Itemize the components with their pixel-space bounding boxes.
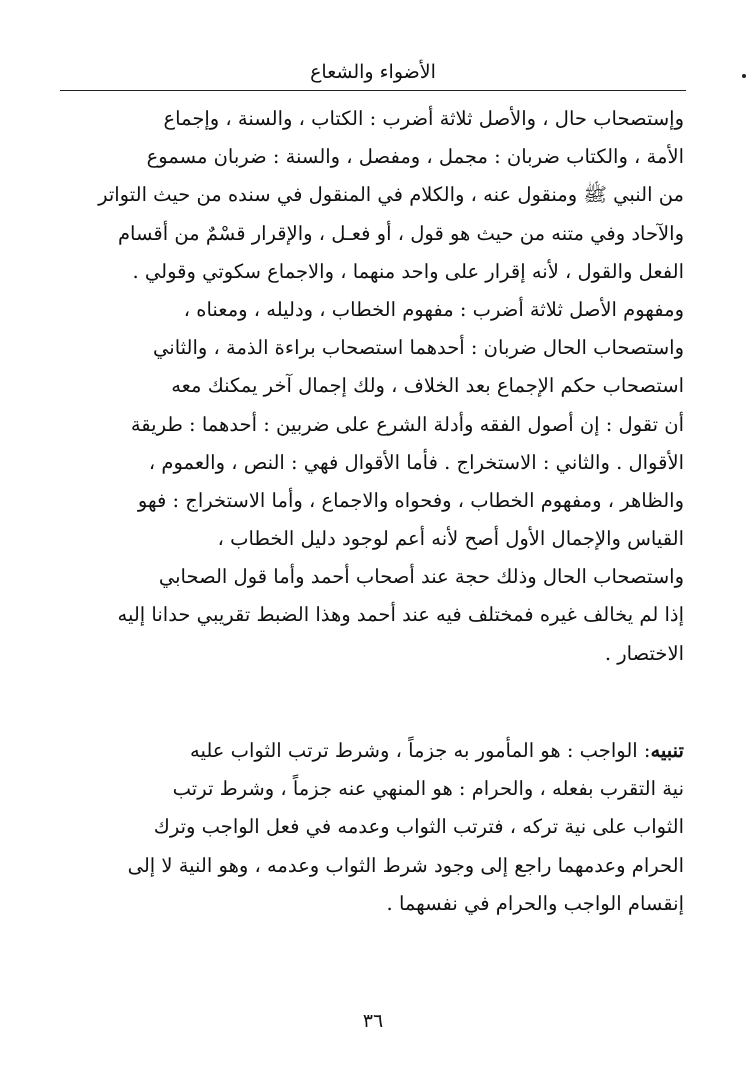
note-line: الحرام وعدمهما راجع إلى وجود شرط الثواب وعدمه ، وهو النية لا إلى bbox=[127, 853, 684, 877]
note-block bbox=[64, 732, 684, 923]
header-divider bbox=[60, 90, 686, 91]
note-text: : الواجب : هو المأمور به جزماً ، وشرط ترتب الثواب عليه bbox=[190, 739, 651, 762]
text-line: القياس والإجمال الأول أصح لأنه أعم لوجود دليل الخطاب ، bbox=[217, 527, 684, 551]
note-line: الثواب على نية تركه ، فترتب الثواب وعدمه في فعل الواجب وترك bbox=[153, 815, 684, 839]
page-number: ٣٦ bbox=[362, 1010, 384, 1032]
running-header: الأضواء والشعاع bbox=[310, 61, 436, 83]
text-line: واستصحاب الحال ضربان : أحدهما استصحاب براءة الذمة ، والثاني bbox=[153, 336, 684, 360]
note-first-line bbox=[64, 732, 684, 770]
text-line: أن تقول : إن أصول الفقه وأدلة الشرع على ضربين : أحدهما : طريقة bbox=[130, 412, 684, 436]
text-line: من النبي ﷺ ومنقول عنه ، والكلام في المنقول في سنده من حيث التواتر bbox=[98, 183, 684, 207]
margin-dot bbox=[742, 74, 746, 78]
text-line: الفعل والقول ، لأنه إقرار على واحد منهما ، والاجماع سكوتي وقولي . bbox=[132, 259, 684, 283]
text-line: واستصحاب الحال وذلك حجة عند أصحاب أحمد وأما قول الصحابي bbox=[158, 565, 684, 589]
text-line: الأمة ، والكتاب ضربان : مجمل ، ومفصل ، والسنة : ضربان مسموع bbox=[146, 145, 684, 169]
text-line: ومفهوم الأصل ثلاثة أضرب : مفهوم الخطاب ، ودليله ، ومعناه ، bbox=[183, 297, 684, 321]
note-line: إنقسام الواجب والحرام في نفسهما . bbox=[386, 891, 684, 915]
text-line: استصحاب حكم الإجماع بعد الخلاف ، ولك إجمال آخر يمكنك معه bbox=[171, 374, 684, 398]
text-line: الأقوال . والثاني : الاستخراج . فأما الأقوال فهي : النص ، والعموم ، bbox=[148, 450, 684, 474]
text-line: والآحاد وفي متنه من حيث هو قول ، أو فعـل ، والإقرار قسْمٌ من أقسام bbox=[117, 221, 684, 245]
text-line: والظاهر ، ومفهوم الخطاب ، وفحواه والاجماع ، وأما الاستخراج : فهو bbox=[137, 488, 684, 512]
main-text-block bbox=[64, 100, 684, 673]
text-line: إذا لم يخالف غيره فمختلف فيه عند أحمد وهذا الضبط تقريبي حدانا إليه bbox=[117, 603, 684, 627]
text-line: الاختصار . bbox=[604, 641, 684, 665]
note-line: نية التقرب بفعله ، والحرام : هو المنهي عنه جزماً ، وشرط ترتب bbox=[172, 777, 684, 801]
text-line: وإستصحاب حال ، والأصل ثلاثة أضرب : الكتاب ، والسنة ، وإجماع bbox=[163, 107, 684, 130]
note-label: تنبيه bbox=[650, 739, 684, 762]
